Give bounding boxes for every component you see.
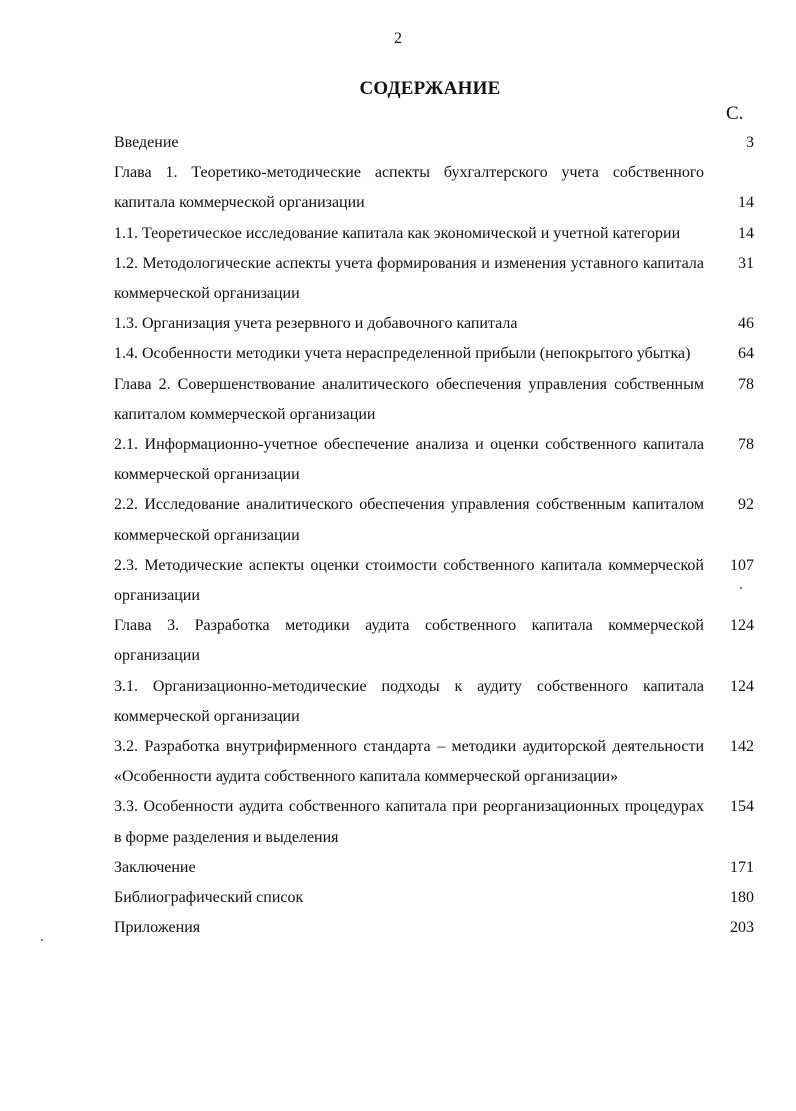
toc-entry-page: 64 (738, 345, 754, 363)
toc-entry-text: 1.2. Методологические аспекты учета формирования и изменения уставного капитала коммерческой организации (114, 254, 704, 303)
page-title: СОДЕРЖАНИЕ (359, 78, 501, 99)
toc-entry (114, 853, 754, 883)
toc-entry-text: 2.1. Информационно-учетное обеспечение анализа и оценки собственного капитала коммерческой организации (114, 436, 704, 484)
toc-entry-text: Заключение (114, 858, 196, 876)
toc-entry-page: 14 (738, 224, 754, 242)
toc-entry-page: 180 (730, 889, 754, 907)
toc-entry (114, 249, 754, 309)
toc-entry (114, 490, 754, 550)
toc-entry-text: Введение (114, 134, 179, 151)
toc-entry-page: 78 (738, 375, 754, 393)
scan-speck (41, 939, 43, 941)
toc-entry (114, 913, 754, 943)
toc-entry (114, 732, 754, 792)
page-column-label: С. (726, 103, 744, 124)
toc-entry (114, 792, 754, 852)
toc-entry-text: Глава 1. Теоретико-методические аспекты бухгалтерского учета собственного капитала коммерческой организации (114, 164, 704, 212)
toc-entry (114, 883, 754, 913)
toc-entry-page: 154 (730, 798, 754, 816)
toc-entry-page: 46 (738, 315, 754, 333)
page-number: 2 (394, 30, 402, 47)
toc-entry-page: 124 (730, 677, 754, 695)
toc-entry-text: Глава 3. Разработка методики аудита собственного капитала коммерческой организации (114, 617, 704, 665)
toc-entry (114, 128, 754, 158)
toc-entry (114, 611, 754, 671)
toc-entry-page: 203 (730, 919, 754, 937)
toc-entry-page: 31 (738, 254, 754, 272)
toc-entry-text: 1.3. Организация учета резервного и добавочного капитала (114, 315, 518, 333)
toc-entry (114, 309, 754, 339)
toc-entry-page: 14 (738, 194, 754, 212)
toc-entry (114, 430, 754, 490)
toc-entry-page: 78 (738, 436, 754, 454)
toc-entry-text: 3.2. Разработка внутрифирменного стандарта – методики аудиторской деятельности «Особенности аудита собственного капитала коммерческой организации» (114, 738, 704, 786)
toc-entry (114, 672, 754, 732)
toc-entry (114, 158, 754, 218)
table-of-contents (114, 128, 754, 943)
toc-entry-page: 92 (738, 496, 754, 514)
toc-entry (114, 551, 754, 611)
toc-entry-text: Приложения (114, 919, 201, 937)
toc-entry (114, 370, 754, 430)
scan-speck (740, 587, 742, 589)
toc-entry-text: 3.3. Особенности аудита собственного капитала при реорганизационных процедурах в форме разделения и выделения (114, 798, 704, 846)
toc-entry-text: 3.1. Организационно-методические подходы к аудиту собственного капитала коммерческой организации (114, 677, 704, 725)
toc-entry (114, 339, 754, 369)
toc-entry (114, 219, 754, 249)
toc-entry-page: 142 (730, 738, 754, 756)
toc-entry-text: 2.3. Методические аспекты оценки стоимости собственного капитала коммерческой организации (114, 556, 704, 605)
toc-entry-text: Глава 2. Совершенствование аналитического обеспечения управления собственным капиталом коммерческой организации (114, 375, 704, 423)
toc-entry-page: 171 (730, 858, 754, 876)
toc-entry-page: 107 (730, 556, 754, 574)
toc-entry-text: Библиографический список (114, 889, 304, 907)
toc-entry-text: 2.2. Исследование аналитического обеспечения управления собственным капиталом коммерческой организации (114, 496, 704, 544)
toc-entry-page: 124 (730, 617, 754, 635)
toc-entry-text: 1.1. Теоретическое исследование капитала как экономической и учетной категории (114, 224, 681, 242)
toc-entry-page: 3 (746, 134, 754, 151)
toc-entry-text: 1.4. Особенности методики учета нераспределенной прибыли (непокрытого убытка) (114, 345, 691, 363)
